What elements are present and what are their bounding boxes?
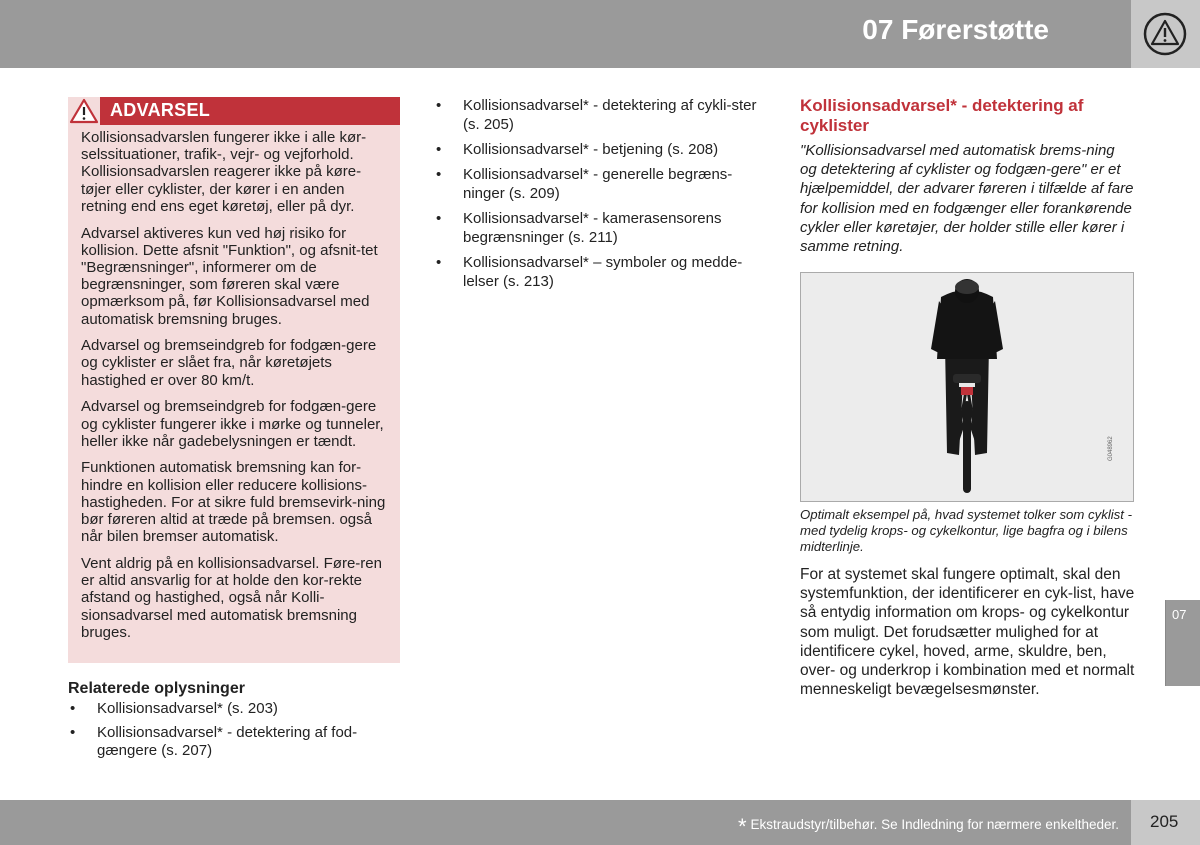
reference-link[interactable]: Kollisionsadvarsel* - betjening (s. 208): [463, 141, 719, 158]
list-item[interactable]: [434, 96, 764, 134]
warning-paragraph: Advarsel og bremseindgreb for fodgæn-gere og cyklister fungerer ikke i mørke og tunneler, heller ikke når gadebelysningen er tændt.: [81, 398, 384, 450]
asterisk-icon: *: [737, 814, 747, 839]
warning-paragraph: Advarsel aktiveres kun ved høj risiko for kollision. Dette afsnit "Funktion", og afsnit-tet "Begrænsninger", informerer om de begrænsninger, som føreren skal være opmærksom på, før Kollisionsadvarsel med automatisk bremsning bruges.: [81, 224, 378, 328]
warning-triangle-icon: [1143, 12, 1187, 56]
reference-link[interactable]: Kollisionsadvarsel* - kamerasensorens begrænsninger (s. 211): [463, 210, 722, 246]
bullet-icon: •: [70, 700, 76, 717]
cross-reference-list: [434, 96, 764, 297]
footer-note-text: Ekstraudstyr/tilbehør. Se Indledning for nærmere enkeltheder.: [750, 817, 1119, 832]
chapter-title: 07 Førerstøtte: [862, 14, 1049, 45]
header-icon-box: [1131, 0, 1200, 68]
related-link[interactable]: Kollisionsadvarsel* - detektering af fod-gængere (s. 207): [97, 724, 358, 759]
warning-box: [68, 97, 400, 663]
bullet-icon: •: [70, 724, 76, 741]
page-header: [0, 0, 1131, 68]
bullet-icon: •: [436, 210, 442, 227]
page-footer: [0, 800, 1131, 845]
section-title: Kollisionsadvarsel* - detektering af cyklister: [800, 96, 1084, 135]
page-number-box: [1131, 800, 1200, 845]
related-link[interactable]: Kollisionsadvarsel* (s. 203): [97, 700, 278, 717]
reference-link[interactable]: Kollisionsadvarsel* - generelle begræns-ninger (s. 209): [463, 166, 733, 202]
cyclist-figure: [800, 272, 1134, 502]
list-item[interactable]: [68, 700, 388, 718]
list-item[interactable]: [434, 165, 764, 203]
cyclist-illustration: [801, 273, 1133, 501]
list-item[interactable]: [68, 724, 388, 760]
warning-paragraph: Advarsel og bremseindgreb for fodgæn-gere og cyklister er slået fra, når køretøjets hastighed er over 80 km/t.: [81, 337, 377, 389]
list-item[interactable]: [434, 209, 764, 247]
figure-caption: Optimalt eksempel på, hvad systemet tolker som cyklist - med tydelig krops- og cykelkontur, lige bagfra og i bilens midterlinje.: [800, 507, 1132, 554]
footer-note: [738, 814, 1119, 840]
section-intro: "Kollisionsadvarsel med automatisk brems-ning og detektering af cyklister og fodgæn-gere" er et hjælpemiddel, der advarer føreren i tilfælde af fare for kollision med en fodgænger eller forankørende cykler eller køretøjer, der holder stille eller kører i samme retning.: [800, 142, 1134, 256]
reference-link[interactable]: Kollisionsadvarsel* – symboler og medde-lelser (s. 213): [463, 254, 743, 290]
chapter-tab-label: 07: [1172, 607, 1187, 622]
warning-title: ADVARSEL: [110, 100, 211, 120]
bullet-icon: •: [436, 141, 442, 158]
warning-paragraph: Kollisionsadvarslen fungerer ikke i alle kør-selssituationer, trafik-, vejr- og vejforhold. Kollisionsadvarslen reagerer ikke på køre-tøjer eller cyklister, der kører i en anden retning end ens eget køretøj, eller på dyr.: [81, 129, 367, 215]
bullet-icon: •: [436, 97, 442, 114]
reference-link[interactable]: Kollisionsadvarsel* - detektering af cykli-ster (s. 205): [463, 97, 757, 133]
related-info-heading: Relaterede oplysninger: [68, 680, 245, 697]
related-info-list: [68, 700, 388, 766]
chapter-tab[interactable]: [1165, 600, 1200, 686]
warning-triangle-icon: [68, 97, 100, 125]
warning-header: [68, 97, 400, 125]
warning-body: [68, 125, 400, 641]
warning-paragraph: Vent aldrig på en kollisionsadvarsel. Føre-ren er altid ansvarlig for at holde den kor-rekte afstand og hastighed, også når Kolli-sionsadvarsel med automatisk bremsning bruges.: [81, 554, 382, 641]
list-item[interactable]: [434, 253, 764, 291]
warning-paragraph: Funktionen automatisk bremsning kan for-hindre en kollision eller reducere kollisions-hastigheden. For at sikre fuld bremsevirk-ning bør føreren altid at træde på bremsen. også når bilen bremser automatisk.: [81, 459, 386, 546]
bullet-icon: •: [436, 166, 442, 183]
bullet-icon: •: [436, 254, 442, 271]
section-body-text: For at systemet skal fungere optimalt, skal den systemfunktion, der identificerer en cyk-list, have så entydig information om krops- og cykelkontur som muligt. Det forudsætter mulighed for at identificere cykel, hoved, arme, skuldre, ben, over- og underkrop i kombination med et normalt menneskeligt bevægelsesmønster.: [800, 566, 1135, 699]
figure-code: G048962: [1108, 436, 1114, 461]
page-number: 205: [1150, 812, 1179, 831]
list-item[interactable]: [434, 140, 764, 159]
